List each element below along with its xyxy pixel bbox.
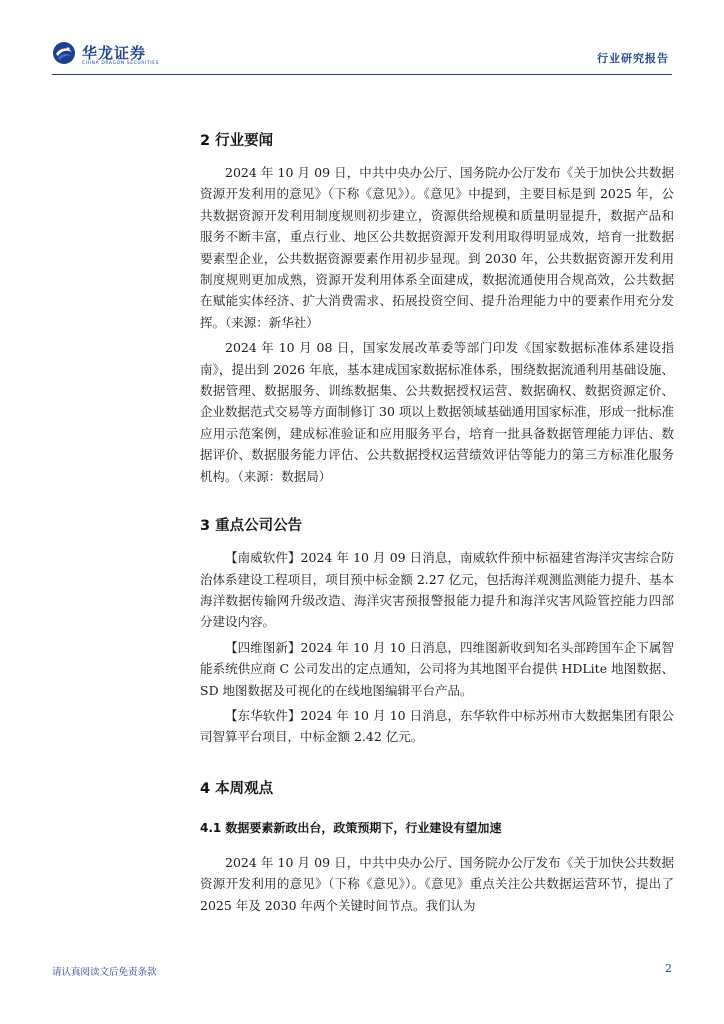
logo-en-text: CHINA DRAGON SECURITIES xyxy=(82,61,160,66)
announcement-text: 2024 年 10 月 10 日消息，四维图新收到知名头部跨国车企下属智能系统供应商 C 公司发出的定点通知，公司将为其地图平台提供 HDLite 地图数据、SD 地图数据及可视化的在线地图编辑平台产品。 xyxy=(200,639,674,698)
announcement-text: 2024 年 10 月 10 日消息，东华软件中标苏州市大数据集团有限公司智算平台项目，中标金额 2.42 亿元。 xyxy=(200,707,674,745)
announcement-item xyxy=(200,705,674,748)
report-body xyxy=(200,130,674,916)
company-tag: 【四维图新】 xyxy=(225,639,301,655)
report-type-label: 行业研究报告 xyxy=(597,52,669,65)
announcement-item xyxy=(200,637,674,701)
announcement-item xyxy=(200,547,674,633)
page-number: 2 xyxy=(665,962,672,975)
section-title-company-announcements: 3 重点公司公告 xyxy=(200,518,303,535)
logo-cn-text: 华龙证券 xyxy=(82,44,147,62)
announcement-text: 2024 年 10 月 09 日消息，南威软件预中标福建省海洋灾害综合防治体系建设工程项目，项目预中标金额 2.27 亿元，包括海洋观测监测能力提升、基本海洋数据传输网升级改造、海洋灾害预报警报能力提升和海洋灾害风险管控能力四部分建设内容。 xyxy=(200,550,674,630)
company-logo xyxy=(52,40,162,74)
dragon-logo-icon xyxy=(52,41,76,65)
news-paragraph: 2024 年 10 月 09 日，中共中央办公厅、国务院办公厅发布《关于加快公共数据资源开发利用的意见》（下称《意见》）。《意见》中提到，主要目标是到 2025 年，公共数据资源开发利用制度规则初步建立，资源供给规模和质量明显提升，数据产品和服务不断丰富，重点行业、地区公共数据资源开发利用取得明显成效，培育一批数据要素型企业，公共数据资源要素作用初步显现。到 2030 年，公共数据资源开发利用制度规则更加成熟，资源开发利用体系全面建成，数据流通使用合规高效，公共数据在赋能实体经济、扩大消费需求、拓展投资空间、提升治理能力中的要素作用充分发挥。（来源：新华社） xyxy=(200,165,674,330)
view-paragraph: 2024 年 10 月 09 日，中共中央办公厅、国务院办公厅发布《关于加快公共数据资源开发利用的意见》（下称《意见》）。《意见》重点关注公共数据运营环节，提出了 2025 年及 2030 年两个关键时间节点。我们认为 xyxy=(200,854,674,913)
subsection-title: 4.1 数据要素新政出台，政策预期下，行业建设有望加速 xyxy=(200,820,502,835)
header-divider xyxy=(52,74,672,75)
section-title-industry-news: 2 行业要闻 xyxy=(200,133,274,149)
company-tag: 【南威软件】 xyxy=(225,550,301,566)
company-tag: 【东华软件】 xyxy=(225,707,301,723)
page-header xyxy=(0,0,724,78)
news-paragraph: 2024 年 10 月 08 日，国家发展改革委等部门印发《国家数据标准体系建设指南》，提出到 2026 年底，基本建成国家数据标准体系，围绕数据流通利用基础设施、数据管理、数据服务、训练数据集、公共数据授权运营、数据确权、数据资源定价、企业数据范式交易等方面制修订 30 项以上数据领域基础通用国家标准，形成一批标准应用示范案例，建成标准验证和应用服务平台，培育一批具备数据管理能力评估、数据评价、数据服务能力评估、公共数据授权运营绩效评估等能力的第三方标准化服务机构。（来源：数据局） xyxy=(200,340,674,484)
section-title-weekly-view: 4 本周观点 xyxy=(200,780,274,797)
disclaimer-note: 请认真阅读文后免责条款 xyxy=(52,967,157,978)
